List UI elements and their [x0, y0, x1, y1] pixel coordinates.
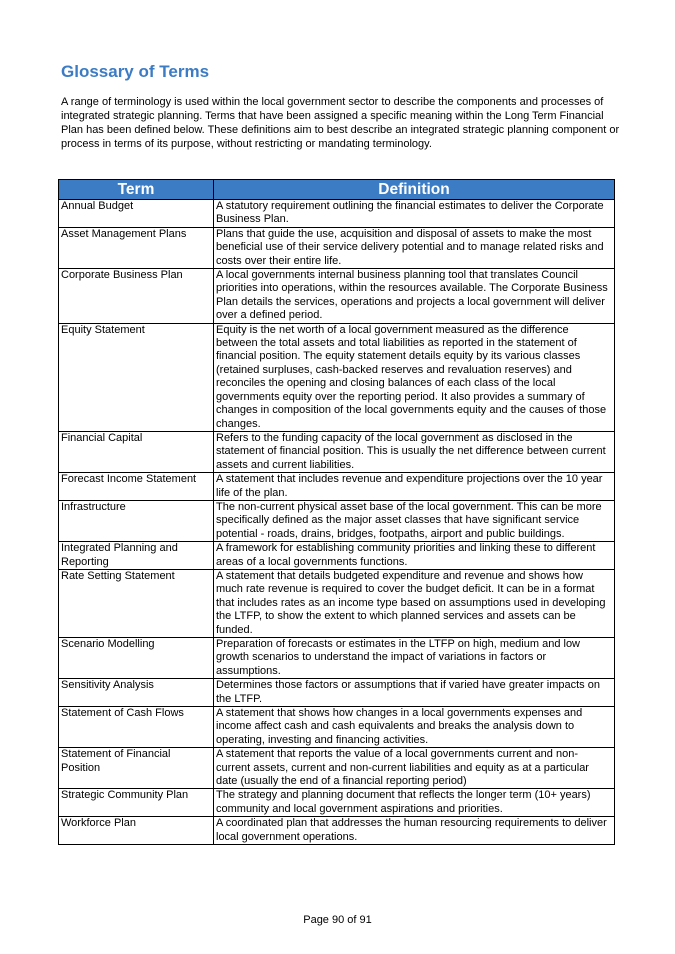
definition-cell: Preparation of forecasts or estimates in the LTFP on high, medium and low growth scenarios to understand the impact of variations in factors or assumptions. [214, 638, 615, 679]
intro-paragraph: A range of terminology is used within the local government sector to describe the components and processes of integrated strategic planning. Terms that have been assigned a specific meaning within the Long Term Financial Plan has been defined below. These definitions aim to best describe an integrated strategic planning component or process in terms of its purpose, without restricting or mandating terminology. [61, 96, 620, 150]
table-row [59, 431, 615, 472]
term-cell: Statement of Cash Flows [59, 707, 214, 748]
definition-cell: A local governments internal business planning tool that translates Council priorities into operations, within the resources available. The Corporate Business Plan details the services, operations and projects a local government will deliver over a defined period. [214, 269, 615, 324]
definition-cell: A statement that includes revenue and expenditure projections over the 10 year life of the plan. [214, 473, 615, 501]
definition-cell: Plans that guide the use, acquisition and disposal of assets to make the most beneficial use of their service delivery potential and to manage related risks and costs over their entire life. [214, 227, 615, 268]
term-cell: Asset Management Plans [59, 227, 214, 268]
term-cell: Scenario Modelling [59, 638, 214, 679]
term-cell: Workforce Plan [59, 817, 214, 845]
term-cell: Financial Capital [59, 431, 214, 472]
definition-cell: A statement that reports the value of a local governments current and non-current assets, current and non-current liabilities and equity as at a particular date (usually the end of a financial reporting period) [214, 748, 615, 789]
table-row [59, 200, 615, 228]
glossary-table [58, 179, 615, 845]
definition-cell: Refers to the funding capacity of the local government as disclosed in the statement of financial position. This is usually the net difference between current assets and current liabilities. [214, 431, 615, 472]
definition-cell: The non-current physical asset base of the local government. This can be more specifically defined as the major asset classes that have significant service potential - roads, drains, bridges, footpaths, airport and public buildings. [214, 500, 615, 541]
table-row [59, 748, 615, 789]
term-cell: Statement of Financial Position [59, 748, 214, 789]
term-cell: Annual Budget [59, 200, 214, 228]
table-header-row [59, 180, 615, 200]
page-number: Page 90 of 91 [303, 914, 372, 926]
definition-cell: A framework for establishing community priorities and linking these to different areas of a local governments functions. [214, 542, 615, 570]
term-cell: Integrated Planning and Reporting [59, 542, 214, 570]
term-column-header: Term [59, 180, 214, 200]
term-cell: Rate Setting Statement [59, 569, 214, 637]
table-row [59, 323, 615, 431]
table-row [59, 542, 615, 570]
table-row [59, 817, 615, 845]
table-row [59, 707, 615, 748]
term-cell: Infrastructure [59, 500, 214, 541]
definition-cell: A coordinated plan that addresses the human resourcing requirements to deliver local government operations. [214, 817, 615, 845]
term-cell: Forecast Income Statement [59, 473, 214, 501]
term-cell: Equity Statement [59, 323, 214, 431]
table-row [59, 638, 615, 679]
table-row [59, 269, 615, 324]
table-row [59, 569, 615, 637]
definition-cell: A statutory requirement outlining the financial estimates to deliver the Corporate Business Plan. [214, 200, 615, 228]
term-cell: Corporate Business Plan [59, 269, 214, 324]
table-row [59, 500, 615, 541]
table-row [59, 227, 615, 268]
definition-column-header: Definition [214, 180, 615, 200]
term-cell: Strategic Community Plan [59, 789, 214, 817]
definition-cell: A statement that details budgeted expenditure and revenue and shows how much rate revenue is required to cover the budget deficit. It can be in a format that includes rates as an income type based on assumptions used in developing the LTFP, to show the extent to which planned services and assets can be funded. [214, 569, 615, 637]
table-row [59, 473, 615, 501]
definition-cell: A statement that shows how changes in a local governments expenses and income affect cash and cash equivalents and breaks the analysis down to operating, investing and financing activities. [214, 707, 615, 748]
term-cell: Sensitivity Analysis [59, 679, 214, 707]
table-row [59, 789, 615, 817]
definition-cell: The strategy and planning document that reflects the longer term (10+ years) community and local government aspirations and priorities. [214, 789, 615, 817]
definition-cell: Determines those factors or assumptions that if varied have greater impacts on the LTFP. [214, 679, 615, 707]
definition-cell: Equity is the net worth of a local government measured as the difference between the total assets and total liabilities as reported in the statement of financial position. The equity statement details equity by its various classes (retained surpluses, cash-backed reserves and revaluation reserves) and reconciles the opening and closing balances of each class of the local governments equity over the reporting period. It also provides a summary of changes in composition of the local governments equity and the causes of those changes. [214, 323, 615, 431]
table-row [59, 679, 615, 707]
page-title: Glossary of Terms [61, 62, 210, 81]
